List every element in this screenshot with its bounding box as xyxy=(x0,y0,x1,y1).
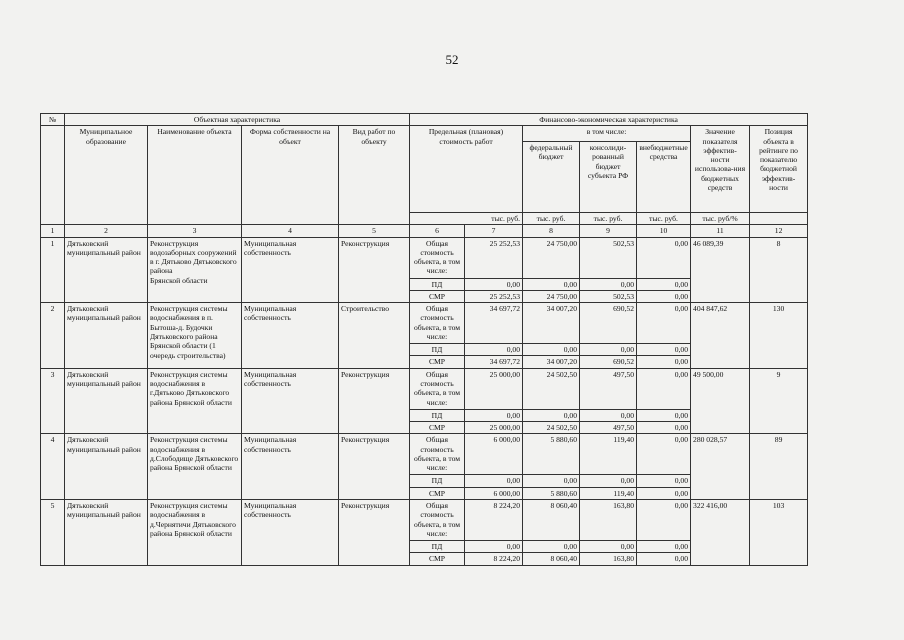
federal-cell: 24 502,50 xyxy=(523,422,580,434)
position-cell: 9 xyxy=(750,368,808,434)
row-number: 3 xyxy=(41,368,65,434)
consolidated-cell: 119,40 xyxy=(580,487,637,499)
row-number: 5 xyxy=(41,499,65,565)
unit-extrabudget: тыс. руб. xyxy=(637,213,691,225)
total-cost-cell: 34 697,72 xyxy=(465,303,523,344)
position-cell: 8 xyxy=(750,237,808,303)
position-cell: 130 xyxy=(750,303,808,369)
unit-cost: тыс. руб. xyxy=(410,213,523,225)
header-municipality: Муниципальное образование xyxy=(65,126,148,225)
consolidated-cell: 497,50 xyxy=(580,422,637,434)
federal-cell: 5 880,60 xyxy=(523,434,580,475)
extrabudget-cell: 0,00 xyxy=(637,499,691,540)
column-number: 9 xyxy=(580,225,637,237)
federal-cell: 8 060,40 xyxy=(523,499,580,540)
federal-cell: 5 880,60 xyxy=(523,487,580,499)
federal-cell: 24 750,00 xyxy=(523,290,580,302)
header-indicator: Значение показателя эффектив- ности использова-ния бюджетных средств xyxy=(691,126,750,213)
extrabudget-cell: 0,00 xyxy=(637,303,691,344)
extrabudget-cell: 0,00 xyxy=(637,487,691,499)
extrabudget-cell: 0,00 xyxy=(637,475,691,487)
extrabudget-cell: 0,00 xyxy=(637,540,691,552)
consolidated-cell: 163,80 xyxy=(580,499,637,540)
unit-federal: тыс. руб. xyxy=(523,213,580,225)
column-number: 4 xyxy=(242,225,339,237)
cost-label-cell: Общая стоимость объекта, в том числе: xyxy=(410,303,465,344)
unit-indicator: тыс. руб/% xyxy=(691,213,750,225)
federal-cell: 34 007,20 xyxy=(523,356,580,368)
column-number: 2 xyxy=(65,225,148,237)
row-number: 4 xyxy=(41,434,65,500)
cost-label-cell: ПД xyxy=(410,475,465,487)
header-object-name: Наименование объекта xyxy=(148,126,242,225)
ownership-cell: Муниципальная собственность xyxy=(242,499,339,565)
work-type-cell: Реконструкция xyxy=(339,499,410,565)
total-cost-cell: 25 252,53 xyxy=(465,290,523,302)
cost-label-cell: ПД xyxy=(410,540,465,552)
header-object-char: Объектная характеристика xyxy=(65,114,410,126)
row-number: 2 xyxy=(41,303,65,369)
cost-label-cell: СМР xyxy=(410,553,465,565)
table-row xyxy=(41,434,808,475)
municipality-cell: Дятьковский муниципальный район xyxy=(65,434,148,500)
total-cost-cell: 6 000,00 xyxy=(465,487,523,499)
consolidated-cell: 690,52 xyxy=(580,356,637,368)
column-number: 10 xyxy=(637,225,691,237)
federal-cell: 0,00 xyxy=(523,475,580,487)
cost-label-cell: СМР xyxy=(410,290,465,302)
federal-cell: 24 750,00 xyxy=(523,237,580,278)
header-no: № xyxy=(41,114,65,126)
object-name-cell: Реконструкция системы водоснабжения в д.Слободище Дятьковского района Брянской области xyxy=(148,434,242,500)
column-number: 3 xyxy=(148,225,242,237)
total-cost-cell: 0,00 xyxy=(465,540,523,552)
consolidated-cell: 0,00 xyxy=(580,540,637,552)
indicator-cell: 322 416,00 xyxy=(691,499,750,565)
object-name-cell: Реконструкция системы водоснабжения в г.Дятьково Дятьковского района Брянской области xyxy=(148,368,242,434)
extrabudget-cell: 0,00 xyxy=(637,553,691,565)
indicator-cell: 404 847,62 xyxy=(691,303,750,369)
federal-cell: 0,00 xyxy=(523,540,580,552)
column-number: 1 xyxy=(41,225,65,237)
cost-label-cell: ПД xyxy=(410,278,465,290)
total-cost-cell: 0,00 xyxy=(465,278,523,290)
federal-cell: 0,00 xyxy=(523,278,580,290)
municipality-cell: Дятьковский муниципальный район xyxy=(65,303,148,369)
cost-label-cell: Общая стоимость объекта, в том числе: xyxy=(410,237,465,278)
unit-consolidated: тыс. руб. xyxy=(580,213,637,225)
column-number: 8 xyxy=(523,225,580,237)
indicator-cell: 49 500,00 xyxy=(691,368,750,434)
total-cost-cell: 25 000,00 xyxy=(465,368,523,409)
consolidated-cell: 0,00 xyxy=(580,409,637,421)
extrabudget-cell: 0,00 xyxy=(637,422,691,434)
column-numbers-row xyxy=(41,225,808,237)
cost-label-cell: СМР xyxy=(410,422,465,434)
consolidated-cell: 502,53 xyxy=(580,237,637,278)
total-cost-cell: 34 697,72 xyxy=(465,356,523,368)
cost-label-cell: Общая стоимость объекта, в том числе: xyxy=(410,368,465,409)
column-number: 6 xyxy=(410,225,465,237)
consolidated-cell: 119,40 xyxy=(580,434,637,475)
cost-label-cell: Общая стоимость объекта, в том числе: xyxy=(410,434,465,475)
municipality-cell: Дятьковский муниципальный район xyxy=(65,237,148,303)
extrabudget-cell: 0,00 xyxy=(637,409,691,421)
federal-cell: 34 007,20 xyxy=(523,303,580,344)
header-including: в том числе: xyxy=(523,126,691,142)
column-number: 7 xyxy=(465,225,523,237)
header-extrabudget: внебюджетные средства xyxy=(637,142,691,213)
extrabudget-cell: 0,00 xyxy=(637,434,691,475)
table-row xyxy=(41,237,808,278)
table-row xyxy=(41,303,808,344)
total-cost-cell: 0,00 xyxy=(465,475,523,487)
column-number: 12 xyxy=(750,225,808,237)
total-cost-cell: 25 252,53 xyxy=(465,237,523,278)
position-cell: 89 xyxy=(750,434,808,500)
extrabudget-cell: 0,00 xyxy=(637,344,691,356)
cost-label-cell: СМР xyxy=(410,356,465,368)
cost-label-cell: Общая стоимость объекта, в том числе: xyxy=(410,499,465,540)
header-row-2 xyxy=(41,126,808,142)
indicator-cell: 46 089,39 xyxy=(691,237,750,303)
indicator-cell: 280 028,57 xyxy=(691,434,750,500)
work-type-cell: Реконструкция xyxy=(339,237,410,303)
total-cost-cell: 6 000,00 xyxy=(465,434,523,475)
header-fin-char: Финансово-экономическая характеристика xyxy=(410,114,808,126)
consolidated-cell: 0,00 xyxy=(580,278,637,290)
table-row xyxy=(41,499,808,540)
total-cost-cell: 0,00 xyxy=(465,409,523,421)
object-name-cell: Реконструкция системы водоснабжения в п. Бытоша-д. Будочки Дятьковского района Брянской области (1 очередь строительства) xyxy=(148,303,242,369)
header-max-cost: Предельная (плановая) стоимость работ xyxy=(410,126,523,213)
position-cell: 103 xyxy=(750,499,808,565)
total-cost-cell: 8 224,20 xyxy=(465,553,523,565)
page-number: 52 xyxy=(445,52,459,67)
cost-label-cell: СМР xyxy=(410,487,465,499)
extrabudget-cell: 0,00 xyxy=(637,368,691,409)
consolidated-cell: 690,52 xyxy=(580,303,637,344)
ownership-cell: Муниципальная собственность xyxy=(242,368,339,434)
ownership-cell: Муниципальная собственность xyxy=(242,237,339,303)
total-cost-cell: 25 000,00 xyxy=(465,422,523,434)
work-type-cell: Строительство xyxy=(339,303,410,369)
total-cost-cell: 0,00 xyxy=(465,344,523,356)
extrabudget-cell: 0,00 xyxy=(637,237,691,278)
header-consolidated: консолиди- рованный бюджет субъекта РФ xyxy=(580,142,637,213)
cost-label-cell: ПД xyxy=(410,344,465,356)
column-number: 5 xyxy=(339,225,410,237)
consolidated-cell: 0,00 xyxy=(580,344,637,356)
investment-table xyxy=(40,113,808,566)
header-federal: федеральный бюджет xyxy=(523,142,580,213)
column-number: 11 xyxy=(691,225,750,237)
object-name-cell: Реконструкция водозаборных сооружений в г. Дятьково Дятьковского района Брянской области xyxy=(148,237,242,303)
consolidated-cell: 497,50 xyxy=(580,368,637,409)
object-name-cell: Реконструкция системы водоснабжения в д.Чернятичи Дятьковского района Брянской области xyxy=(148,499,242,565)
federal-cell: 0,00 xyxy=(523,344,580,356)
header-row-1 xyxy=(41,114,808,126)
extrabudget-cell: 0,00 xyxy=(637,278,691,290)
work-type-cell: Реконструкция xyxy=(339,368,410,434)
extrabudget-cell: 0,00 xyxy=(637,290,691,302)
ownership-cell: Муниципальная собственность xyxy=(242,303,339,369)
header-work-type: Вид работ по объекту xyxy=(339,126,410,225)
table-row xyxy=(41,368,808,409)
consolidated-cell: 502,53 xyxy=(580,290,637,302)
municipality-cell: Дятьковский муниципальный район xyxy=(65,368,148,434)
consolidated-cell: 163,80 xyxy=(580,553,637,565)
header-ownership: Форма собственности на объект xyxy=(242,126,339,225)
total-cost-cell: 8 224,20 xyxy=(465,499,523,540)
work-type-cell: Реконструкция xyxy=(339,434,410,500)
federal-cell: 24 502,50 xyxy=(523,368,580,409)
cost-label-cell: ПД xyxy=(410,409,465,421)
consolidated-cell: 0,00 xyxy=(580,475,637,487)
federal-cell: 0,00 xyxy=(523,409,580,421)
header-position: Позиция объекта в рейтинге по показателю бюджетной эффектив- ности xyxy=(750,126,808,213)
extrabudget-cell: 0,00 xyxy=(637,356,691,368)
row-number: 1 xyxy=(41,237,65,303)
ownership-cell: Муниципальная собственность xyxy=(242,434,339,500)
municipality-cell: Дятьковский муниципальный район xyxy=(65,499,148,565)
federal-cell: 8 060,40 xyxy=(523,553,580,565)
